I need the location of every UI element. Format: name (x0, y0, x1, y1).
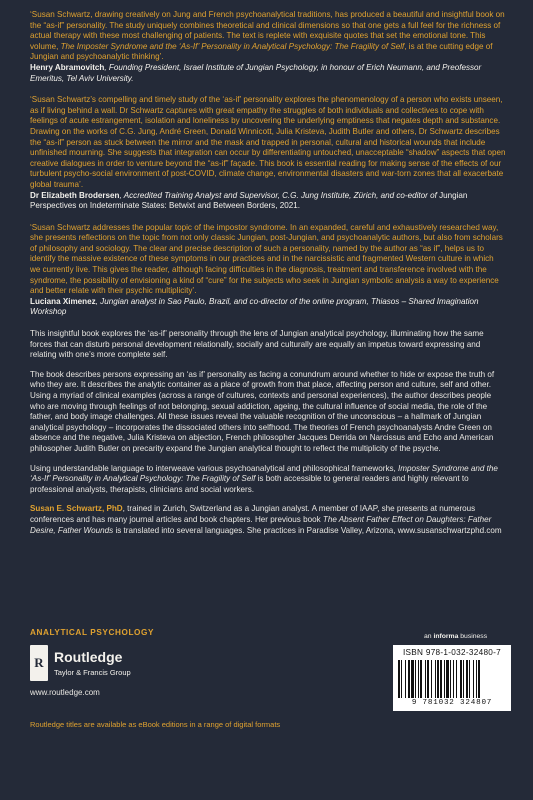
subject-category: ANALYTICAL PSYCHOLOGY (30, 628, 155, 637)
endorsement-attribution (30, 191, 506, 212)
routledge-logo-icon: R (30, 645, 48, 681)
description-para-1: This insightful book explores the ‘as-if’ personality through the lens of Jungian analytical psychology, illuminating how the same forces that can disturb personal development relationally, socially and culturally are equally an impetus toward expressing and relating with one’s more complete self. (30, 329, 484, 360)
publisher-website: www.routledge.com (30, 688, 100, 697)
endorser-affiliation: , Founding President, Israel Institute of Jungian Psychology, in honour of Erich Neumann, and Preofessor Emeritus, Tel Aviv University. (30, 62, 482, 83)
endorsement-text-end: , is at the cutting edge of Jungian and psychoanalytic thinking’. (30, 41, 493, 62)
isbn-barcode (393, 645, 511, 711)
informa-brand: informa (433, 633, 459, 640)
author-bio-text: , trained in Zurich, Switzerland as a Jungian analyst. A member of IAAP, she presents at numerous conferences and has many journal articles and book chapters. Her previous book (30, 504, 476, 524)
endorser-affiliation: , Jungian analyst in Sao Paulo, Brazil, and co-director of the online program, Thiasos – Shared Imagination Workshop (30, 296, 479, 317)
endorsement-3 (30, 223, 506, 318)
endorsement-text: ‘Susan Schwartz, drawing creatively on Jung and French psychoanalytical traditions, has produced a beautiful and insightful book on the “as-if” personality. The study uniquely combines theoretical and clinical dimensions so that one gets a full feel for the richness of actual therapy with these most challenging of patients. The text is replete with exquisite quotes that set the emotional tone. This volume, (30, 10, 505, 51)
informa-suffix: business (458, 633, 488, 640)
endorser-name: Henry Abramovitch (30, 62, 105, 72)
endorsement-attribution (30, 63, 506, 84)
barcode-digits: 9 781032 324807 (411, 699, 493, 707)
book-title: The Imposter Syndrome and the ‘As-If’ Personality in Analytical Psychology: The Fragility of Self (60, 41, 405, 51)
informa-prefix: an (424, 633, 434, 640)
description-para-3 (30, 464, 506, 496)
ebook-note: Routledge titles are available as eBook editions in a range of digital formats (30, 720, 281, 729)
publisher-name: Routledge (54, 649, 123, 665)
endorser-affiliation-book: Jungian Perspectives on Indeterminate States: Betwixt and Between Borders, 2021. (30, 190, 468, 211)
book-title: Imposter Syndrome and the ‘As-If’ Personality in Analytical Psychology: The Fragility of Self (30, 463, 498, 484)
author-name: Susan E. Schwartz, PhD (30, 504, 123, 514)
description-text-end: is both accessible to general readers and highly relevant to professional analysts, therapists, clinicians and social workers. (30, 474, 469, 494)
description-text: Using understandable language to interweave various psychoanalytical and philosophical frameworks, (30, 463, 399, 473)
endorsement-2 (30, 95, 506, 212)
isbn-number: ISBN 978-1-032-32480-7 (402, 648, 502, 657)
previous-book-title: The Absent Father Effect on Daughters: Father Desire, Father Wounds (30, 514, 492, 535)
author-bio-text-end: is translated into several languages. She practices in Paradise Valley, Arizona, www.susanschwartzphd.com (113, 525, 502, 535)
endorser-name: Dr Elizabeth Brodersen (30, 190, 120, 200)
cover-text (30, 10, 506, 545)
endorser-affiliation: , Accredited Training Analyst and Supervisor, C.G. Jung Institute, Zürich, and co-editor of (119, 190, 440, 200)
endorsement-attribution (30, 297, 506, 318)
author-bio (30, 504, 506, 536)
barcode-icon (398, 660, 506, 698)
publisher-logo (30, 645, 170, 685)
publisher-group: Taylor & Francis Group (54, 668, 131, 677)
endorsement-text: ‘Susan Schwartz addresses the popular topic of the impostor syndrome. In an expanded, careful and exhaustively researched way, she presents reflections on the topic from not only classic Jungian, post-Jungian, and psychoanalytic authors, but also from scholars of philosophy and sociology. The clear and precise description of such a personality, named by the author as “as if”, helps us to identify the massive existence of these symptoms in our practices and in the narcissistic and fragmented Western culture in which we currently live. This gives the reader, although facing difficulties in the diagnosis, treatment and transference involved with the syndrome, the possibility of envisioning a kind of “cure” for the subjects who seek in Jungian symbolic analysis a way to experience and better relate with their psychic multiplicity’. (30, 222, 503, 296)
endorsement-1 (30, 10, 506, 84)
endorsement-text: ‘Susan Schwartz’s compelling and timely study of the ‘as-if’ personality explores the phenomenology of a person who exists unseen, as if living behind a wall. Dr Schwartz captures with great empathy the struggles of both individuals and collectives to cope with feelings of acute estrangement, isolation and loneliness by uncovering the underlying emptiness that negates depth and substance. Drawing on the works of C.G. Jung, André Green, Donald Winnicott, Julia Kristeva, Judith Butler and others, Dr Schwartz describes the “as-if” person as stuck between the mirror and the mask and trapped in personal, cultural and historical wounds that include unfinished mourning. She suggests that integration can occur by differentiating untouched, unacceptable “shadow” aspects that open creative dialogues in order to venture beyond the “as-if” façade. This book is essential reading for making sense of the effects of our turbulent psycho-social environment of post-COVID, climate change, environmental disasters and war-torn zones that all exacerbate global trauma’. (30, 95, 506, 189)
description-para-2: The book describes persons expressing an ‘as if’ personality as facing a conundrum around whether to hide or expose the truth of who they are. It describes the analytic container as a place of growth from that place, affecting person and culture, self and other. Using a myriad of clinical examples (across a range of cultures, contexts and personal experiences), the author describes people who are moving through feelings of not belonging, sexual addiction, ageing, the cultural influence of social media, the role of the father, and body image challenges. All these issues reveal the valuable recognition of the unconscious – a hallmark of Jungian analytical psychology – incorporates the dissociated others into selfhood. The theories of French psychoanalysts Andre Green on absence and the negative, Julia Kristeva on abjection, French philosopher Jacques Derrida on Narcissus and Echo and American philosopher Judith Butler on precarity expand the Jungian analytical thought to reflect the multiplicity of the psyche. (30, 369, 495, 453)
endorser-name: Luciana Ximenez (30, 296, 96, 306)
informa-tagline (424, 633, 487, 640)
